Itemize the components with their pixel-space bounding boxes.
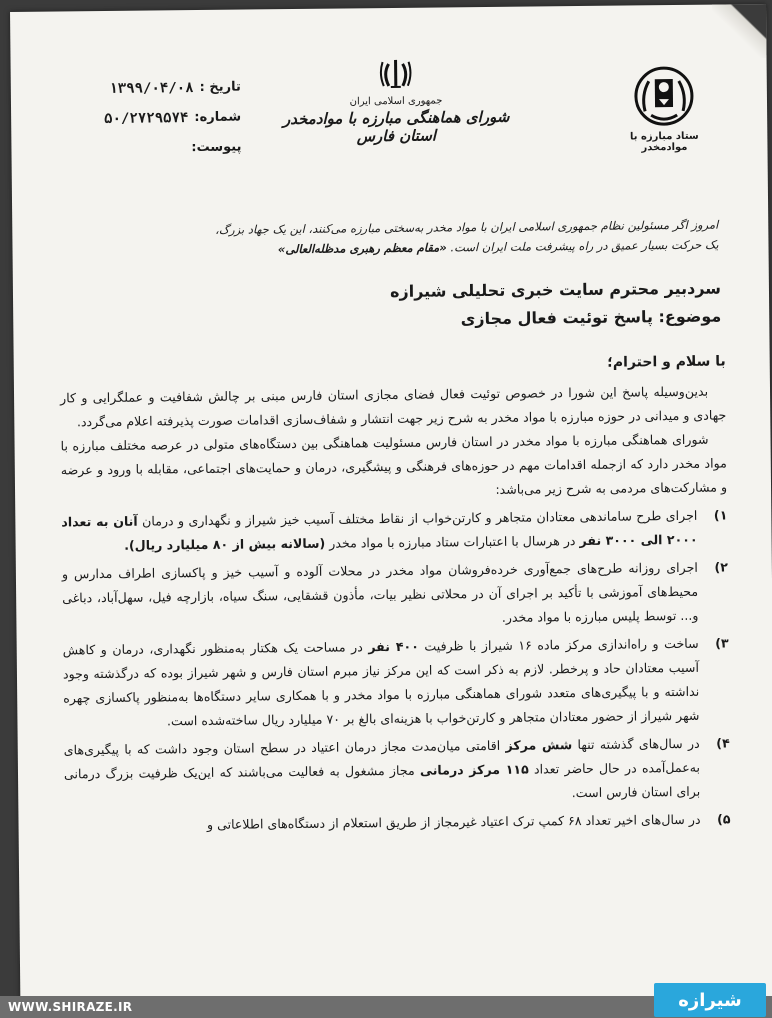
list-item xyxy=(61,503,727,558)
greeting: با سلام و احترام؛ xyxy=(607,353,726,371)
item-text: در سال‌های اخیر تعداد ۶۸ کمپ ترک اعتیاد غیرمجاز از طریق استعلام از دستگاه‌های اطلاعاتی و xyxy=(206,811,701,832)
list-item xyxy=(64,807,730,838)
council-paragraph: شورای هماهنگی مبارزه با مواد مخدر در استان فارس مسئولیت هماهنگی بین دستگاه‌های متولی در عرصه مختلف مبارزه با مواد مخدر دارد که ازجمله اقدامات مهم در حوزه‌های فرهنگی و پیشگیری، درمان و حمایت‌های اجتماعی، مقابله با ورود و عرضه و مشارکت‌های مردمی به شرح زیر می‌باشد: xyxy=(60,431,728,497)
watermark-footer xyxy=(0,989,772,1018)
letter-page xyxy=(10,4,772,1012)
item-number: ۱) xyxy=(713,507,728,523)
recipient: سردبیر محترم سایت خبری تحلیلی شیرازه xyxy=(389,278,722,301)
item-number: ۴) xyxy=(716,735,730,751)
number-value: ۵۰/۲۷۲۹۵۷۴ xyxy=(104,110,189,127)
council-name: شورای هماهنگی مبارزه با موادمخدر استان فارس xyxy=(282,107,510,146)
leader-quote xyxy=(72,215,718,262)
anti-narcotics-emblem-icon xyxy=(633,65,696,128)
intro-paragraph: بدین‌وسیله پاسخ این شورا در خصوص توئیت فعال فضای مجازی استان فارس مبنی بر چالش شفافیت و عملگرایی و کار جهادی و میدانی در حوزه مبارزه با مواد مخدر به شرح زیر جهت انتشار و شفاف‌سازی اقدامات صورت پذیرفته اعلام می‌گردد. xyxy=(59,383,727,430)
subject-line: موضوع: پاسخ توئیت فعال مجازی xyxy=(460,306,722,329)
quote-line-1: امروز اگر مسئولین نظام جمهوری اسلامی ایران با مواد مخدر به‌سختی مبارزه می‌کنند، این یک جهاد بزرگ، xyxy=(215,217,719,237)
page-curl xyxy=(712,4,772,59)
list-item xyxy=(62,555,729,634)
number-label: شماره: xyxy=(194,109,242,126)
site-url[interactable]: WWW.SHIRAZE.IR xyxy=(8,1000,133,1014)
item-text: در سال‌های گذشته تنها شش مرکز اقامتی میان‌مدت مجاز درمان اعتیاد در سطح استان وجود داشت که با پیگیری‌های به‌عمل‌آمده در حال حاضر تعداد ۱۱۵ مرکز درمانی مجاز مشغول به فعالیت می‌باشند که این‌یک ظرفیت بزرگ درمانی برای استان فارس است. xyxy=(63,735,701,801)
republic-label: جمهوری اسلامی ایران xyxy=(349,95,443,108)
item-number: ۵) xyxy=(716,811,731,827)
emblem-block xyxy=(609,65,720,154)
list-item xyxy=(63,631,730,734)
addressee-block xyxy=(73,275,722,338)
item-text: اجرای روزانه طرح‌های جمع‌آوری خرده‌فروشان مواد مخدر در محلات آلوده و آسیب خیز و پاکسازی اطراف مدارس و محیط‌های آموزشی با تأکید بر اجرای آن در محلاتی نظیر بیات، مأذون قشقایی، سنگ سیاه، بازارچه فیل، سهل‌آباد، دباغی و... توسط پلیس مبارزه با مواد مخدر. xyxy=(61,559,699,625)
item-text: ساخت و راه‌اندازی مرکز ماده ۱۶ شیراز با ظرفیت ۴۰۰ نفر در مساحت یک هکتار به‌منظور نگهداری، درمان و کاهش آسیب معتادان حاد و پرخطر. لازم به ذکر است که این مرکز نیاز مبرم استان فارس و شهر شیراز بوده که درگذشته وجود نداشته و با پیگیری‌های متعدد شورای هماهنگی مبارزه با مواد مخدر و با همکاری سایر دستگاه‌ها به‌منظور پاکسازی چهره شهر شیراز از حضور معتادان متجاهر و کارتن‌خواب با هزینه‌ای بالغ بر ۷۰ میلیارد ریال ساخته‌شده است. xyxy=(62,635,700,729)
item-number: ۳) xyxy=(715,635,729,651)
item-number: ۲) xyxy=(714,559,728,575)
letter-body xyxy=(60,349,731,838)
shiraze-logo: شیرازه xyxy=(654,983,766,1017)
attachment-label: پیوست: xyxy=(191,139,242,156)
quote-source: «مقام معظم رهبری مدظله‌العالی» xyxy=(277,240,447,257)
date-label: تاریخ : xyxy=(199,79,241,95)
item-text: اجرای طرح ساماندهی معتادان متجاهر و کارتن‌خواب از نقاط مختلف آسیب خیز شیراز و نگهداری و درمان آنان به تعداد ۲۰۰۰ الی ۳۰۰۰ نفر در هرسال با اعتبارات ستاد مبارزه با مواد مخدر (سالانه بیش از ۸۰ میلیارد ریال). xyxy=(61,507,698,553)
quote-line-2: یک حرکت بسیار عمیق در راه پیشرفت ملت ایران است. xyxy=(450,237,719,255)
date-value: ۱۳۹۹/۰۴/۰۸ xyxy=(109,80,194,97)
letter-meta xyxy=(81,80,242,171)
iran-emblem-icon xyxy=(379,58,413,90)
list-item xyxy=(64,731,731,810)
letterhead-title xyxy=(281,57,512,146)
emblem-caption: ستاد مبارزه با موادمخدر xyxy=(629,130,699,154)
